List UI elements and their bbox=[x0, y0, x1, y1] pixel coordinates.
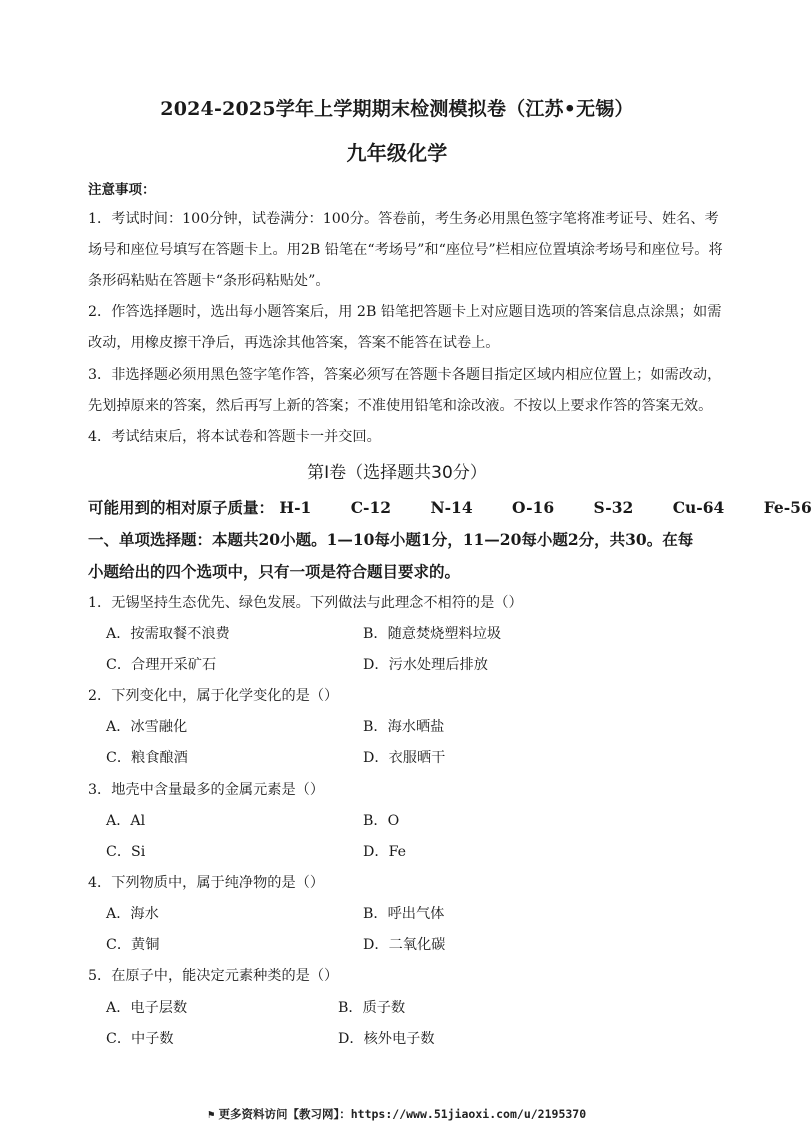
option-b: B．海水晒盐 bbox=[363, 719, 445, 735]
question-stem: 3．地壳中含量最多的金属元素是（） bbox=[88, 782, 325, 798]
atomic-mass-label: 可能用到的相对原子质量： bbox=[88, 498, 275, 517]
notice-line: 3．非选择题必须用黑色签字笔作答，答案必须写在答题卡各题目指定区域内相应位置上；如需改动， bbox=[88, 367, 722, 383]
notice-line: 改动，用橡皮擦干净后，再选涂其他答案，答案不能答在试卷上。 bbox=[88, 335, 500, 351]
option-c: C．合理开采矿石 bbox=[106, 657, 217, 673]
atomic-mass-item: C-12 bbox=[350, 498, 392, 517]
option-b: B．呼出气体 bbox=[363, 906, 445, 922]
atomic-mass-item: O-16 bbox=[512, 498, 555, 517]
option-d: D．污水处理后排放 bbox=[363, 657, 488, 673]
option-b: B．质子数 bbox=[338, 1000, 406, 1016]
notice-line: 场号和座位号填写在答题卡上。用2B 铅笔在“考场号”和“座位号”栏相应位置填涂考场号和座位号。将 bbox=[88, 242, 723, 258]
atomic-mass-item: H-1 bbox=[279, 498, 312, 517]
option-d: D．衣服晒干 bbox=[363, 750, 446, 766]
question-stem: 4．下列物质中，属于纯净物的是（） bbox=[88, 875, 325, 891]
option-b: B．随意焚烧塑料垃圾 bbox=[363, 626, 502, 642]
atomic-mass-item: Cu-64 bbox=[672, 498, 725, 517]
footer-text: 更多资料访问【教习网】：https://www.51jiaoxi.com/u/2195370 bbox=[218, 1107, 587, 1121]
footer-link[interactable] bbox=[0, 1106, 794, 1122]
atomic-mass-item: S-32 bbox=[593, 498, 634, 517]
document-title: 2024-2025学年上学期期末检测模拟卷（江苏•无锡） bbox=[160, 98, 634, 120]
question-stem: 2．下列变化中，属于化学变化的是（） bbox=[88, 688, 339, 704]
notice-line: 先划掉原来的答案，然后再写上新的答案；不准使用铅笔和涂改液。不按以上要求作答的答案无效。 bbox=[88, 398, 713, 414]
notice-line: 1．考试时间：100分钟，试卷满分：100分。答卷前，考生务必用黑色签字笔将准考证号、姓名、考 bbox=[88, 211, 719, 227]
question-stem: 5．在原子中，能决定元素种类的是（） bbox=[88, 968, 339, 984]
option-a: A．电子层数 bbox=[106, 1000, 188, 1016]
atomic-mass-item: N-14 bbox=[430, 498, 473, 517]
option-c: C．中子数 bbox=[106, 1031, 174, 1047]
option-c: C．粮食酿酒 bbox=[106, 750, 188, 766]
part-one-instructions: 一、单项选择题：本题共20小题。1—10每小题1分，11—20每小题2分，共30。在每 bbox=[88, 530, 694, 549]
notice-line: 条形码粘贴在答题卡“条形码粘贴处”。 bbox=[88, 273, 330, 289]
option-c: C．Si bbox=[106, 844, 146, 860]
option-d: D．二氧化碳 bbox=[363, 937, 446, 953]
notice-heading: 注意事项： bbox=[88, 182, 156, 198]
notice-line: 2．作答选择题时，选出每小题答案后，用 2B 铅笔把答题卡上对应题目选项的答案信息点涂黑；如需 bbox=[88, 304, 722, 320]
option-a: A．冰雪融化 bbox=[106, 719, 188, 735]
atomic-mass-line bbox=[88, 496, 812, 518]
section-title: 第Ⅰ卷（选择题共30分） bbox=[307, 463, 487, 483]
option-a: A．Al bbox=[106, 813, 146, 829]
document-subtitle: 九年级化学 bbox=[346, 141, 448, 165]
option-b: B．O bbox=[363, 813, 400, 829]
question-stem: 1．无锡坚持生态优先、绿色发展。下列做法与此理念不相符的是（） bbox=[88, 595, 523, 611]
flag-icon: ⚑ bbox=[207, 1108, 215, 1121]
option-c: C．黄铜 bbox=[106, 937, 160, 953]
notice-line: 4．考试结束后，将本试卷和答题卡一并交回。 bbox=[88, 429, 381, 445]
option-d: D．核外电子数 bbox=[338, 1031, 435, 1047]
option-d: D．Fe bbox=[363, 844, 407, 860]
part-one-instructions: 小题给出的四个选项中，只有一项是符合题目要求的。 bbox=[88, 562, 461, 581]
option-a: A．海水 bbox=[106, 906, 159, 922]
atomic-mass-item: Fe-56 bbox=[763, 498, 812, 517]
option-a: A．按需取餐不浪费 bbox=[106, 626, 230, 642]
